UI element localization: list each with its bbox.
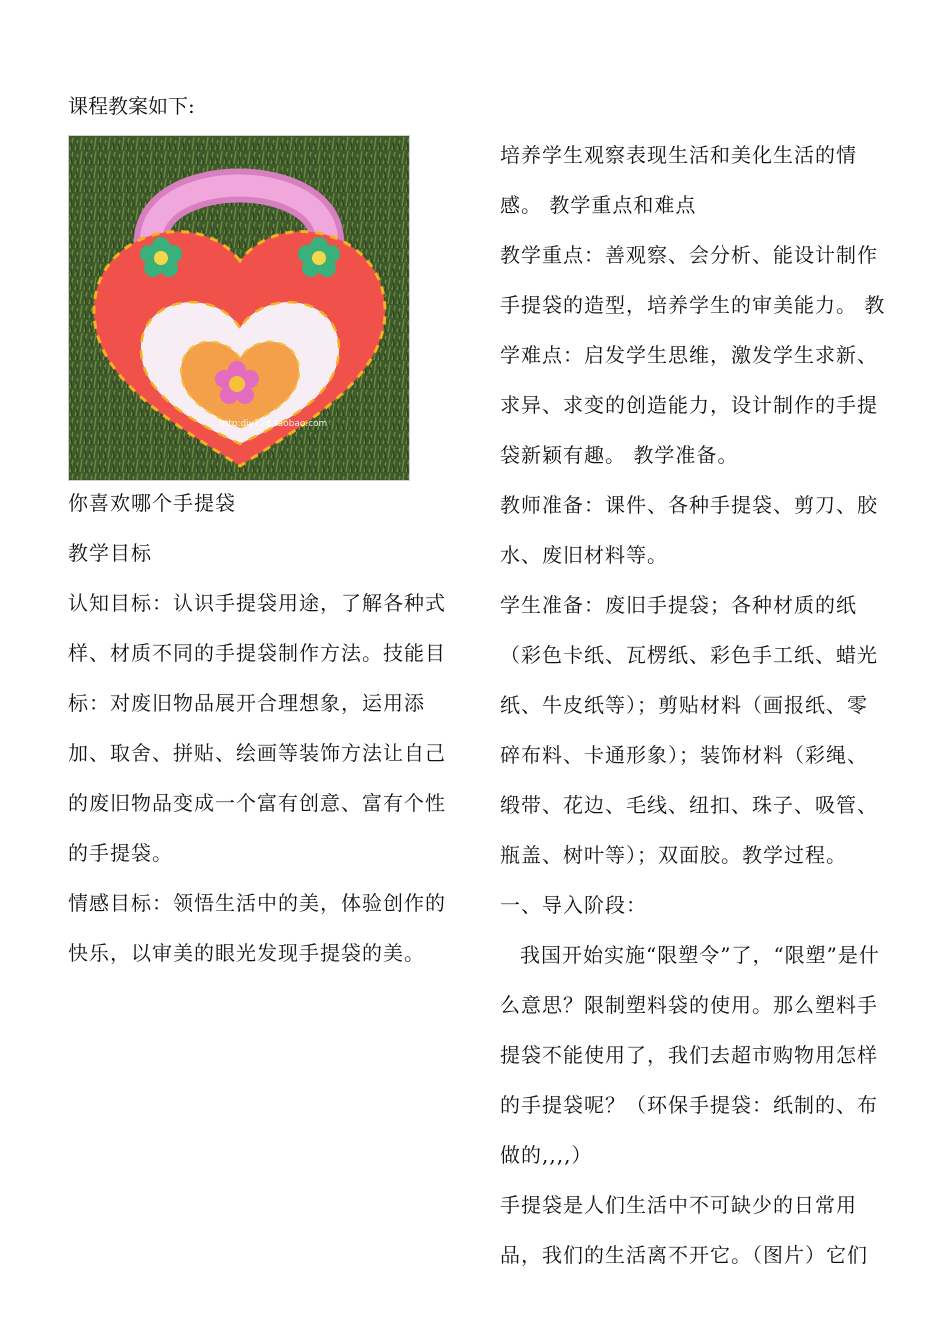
section-title-objectives: 教学目标 xyxy=(68,541,152,565)
photo-watermark: http:diy128.taobao.com xyxy=(219,419,328,429)
image-caption: 你喜欢哪个手提袋 xyxy=(68,491,236,515)
paragraph-student-prep: 学生准备：废旧手提袋；各种材质的纸（彩色卡纸、瓦楞纸、彩色手工纸、蜡光纸、牛皮纸等）；剪贴材料（画报纸、零碎布料、卡通形象）；装饰材料（彩绳、缎带、花边、毛线、纽扣、珠子、吸管、瓶盖、树叶等）；双面胶。教学过程。一、导入阶段： xyxy=(500,593,878,917)
paragraph-key-points: 教学重点：善观察、会分析、能设计制作手提袋的造型，培养学生的审美能力。 教学难点：启发学生思维，激发学生求新、求异、求变的创造能力，设计制作的手提袋新颖有趣。 教学准备。 xyxy=(500,243,886,467)
handbag-photo xyxy=(68,135,410,481)
paragraph-intro: 我国开始实施“限塑令”了，“限塑”是什么意思？限制塑料袋的使用。那么塑料手提袋不能使用了，我们去超市购物用怎样的手提袋呢？（环保手提袋：纸制的、布做的,,,,） xyxy=(500,943,880,1167)
left-column xyxy=(68,478,456,978)
paragraph-cognitive-goal: 认知目标：认识手提袋用途，了解各种式样、材质不同的手提袋制作方法。技能目标：对废旧物品展开合理想象，运用添加、取舍、拼贴、绘画等装饰方法让自己的废旧物品变成一个富有创意、富有个性的手提袋。 xyxy=(68,591,446,865)
right-column xyxy=(500,130,888,1280)
paragraph-emotional-goal: 情感目标：领悟生活中的美，体验创作的快乐，以审美的眼光发现手提袋的美。 xyxy=(68,891,446,965)
paragraph-emotion-continued: 培养学生观察表现生活和美化生活的情感。 教学重点和难点 xyxy=(500,143,857,217)
paragraph-teacher-prep: 教师准备：课件、各种手提袋、剪刀、胶水、废旧材料等。 xyxy=(500,493,878,567)
page-heading: 课程教案如下: xyxy=(68,94,195,118)
paragraph-handbag-usage: 手提袋是人们生活中不可缺少的日常用品，我们的生活离不开它。（图片）它们 xyxy=(500,1193,868,1267)
